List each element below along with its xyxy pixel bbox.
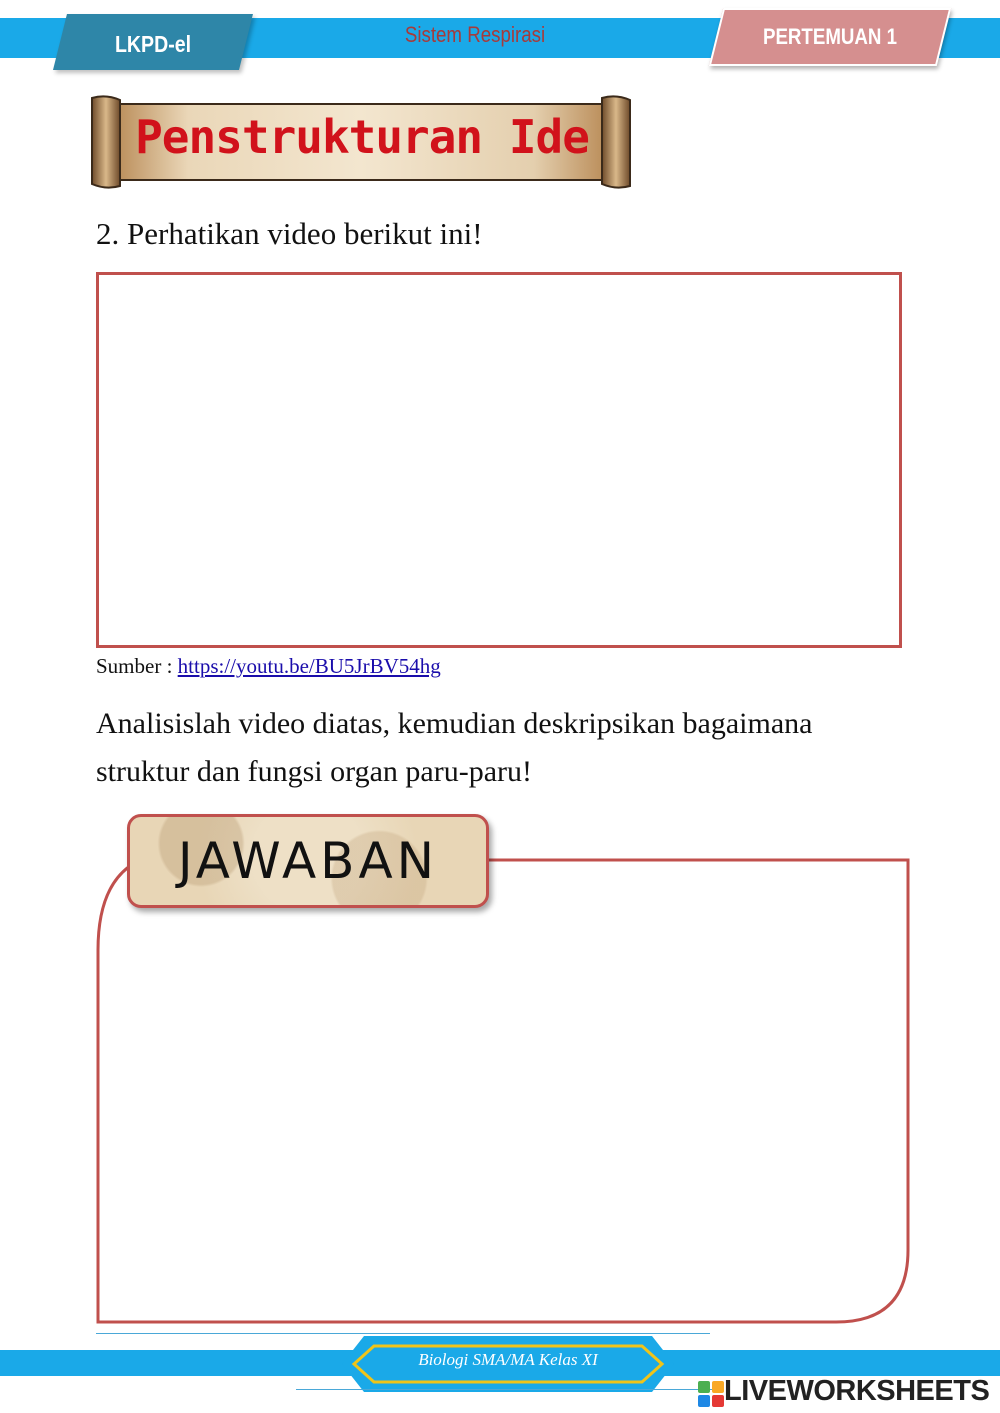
answer-label: JAWABAN [177, 832, 439, 890]
liveworksheets-logo-icon [698, 1381, 724, 1407]
source-label: Sumber : [96, 654, 173, 678]
footer-label: Biologi SMA/MA Kelas XI [418, 1350, 598, 1369]
footer-divider-bottom [296, 1389, 716, 1390]
header-tab-left-label: LKPD-el [114, 31, 192, 57]
section-title: Penstrukturan Ide [135, 110, 589, 164]
video-source [96, 654, 441, 679]
video-frame[interactable] [96, 272, 902, 648]
header-tab-right-label: PERTEMUAN 1 [762, 24, 898, 49]
task-text: Analisislah video diatas, kemudian deskripsikan bagaimana struktur dan fungsi organ paru-paru! [96, 707, 813, 788]
liveworksheets-watermark: LIVEWORKSHEETS [724, 1375, 990, 1407]
instruction-text: 2. Perhatikan video berikut ini! [96, 216, 483, 251]
answer-box[interactable] [90, 850, 920, 1330]
header-subject: Sistem Respirasi [404, 22, 546, 47]
source-link[interactable]: https://youtu.be/BU5JrBV54hg [177, 654, 441, 678]
